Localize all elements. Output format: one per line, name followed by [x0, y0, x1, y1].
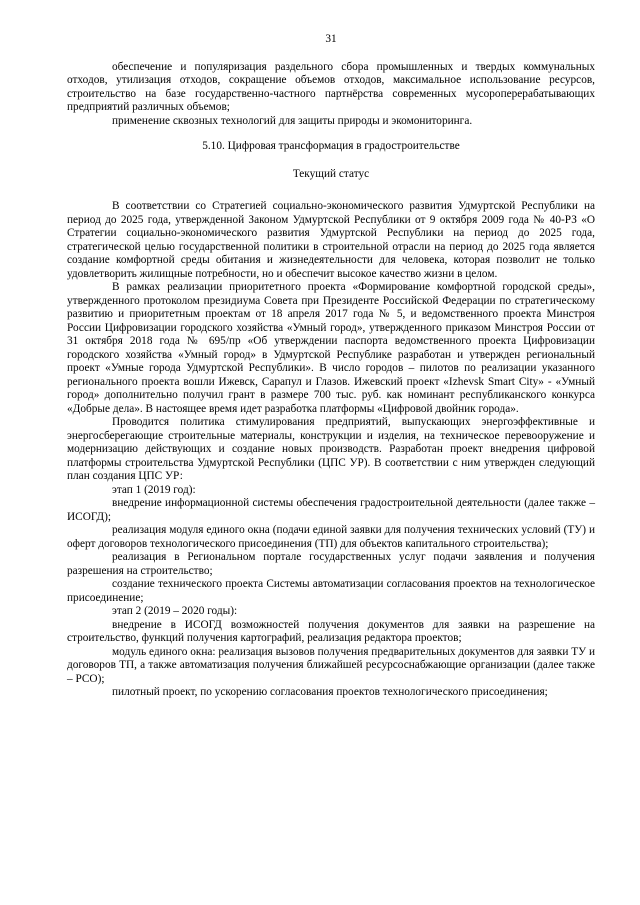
paragraph-top-2: применение сквозных технологий для защиты природы и экомониторинга.: [112, 114, 473, 127]
paragraph-top-1: обеспечение и популяризация раздельного сбора промышленных и твердых коммунальных отходов, утилизация отходов, сокращение объемов отходов, максимальное использование ресурсов, строительство на базе государственно-частного партнёрства современных мусороперерабатывающих предприятий различных объемов;: [67, 60, 595, 113]
list-item: пилотный проект, по ускорению согласования проектов технологического присоединения;: [112, 686, 548, 698]
list-item: создание технического проекта Системы автоматизации согласования проектов на технологическое присоединение;: [67, 578, 595, 604]
paragraph: В соответствии со Стратегией социально-экономического развития Удмуртской Республики на период до 2025 года, утвержденной Законом Удмуртской Республики от 9 октября 2009 года № 40-РЗ «О Стратегии социально-экономического развития Удмуртской Республики на период до 2025 года, стратегической целью государственной политики в строительной отрасли на период до 2025 года является создание комфортной среды обитания и жизнедеятельности для человека, которая позволит не только удовлетворить жилищные потребности, но и обеспечит высокое качество жизни в целом.: [67, 200, 595, 280]
subsection-title: Текущий статус: [292, 167, 370, 180]
page-number: 31: [325, 33, 337, 45]
list-item: модуль единого окна: реализация вызовов получения предварительных документов для заявки ТУ и договоров ТП, а также автоматизация получения ближайшей ресурсоснабжающие организации (далее также – РСО);: [67, 645, 595, 685]
paragraph: В рамках реализации приоритетного проекта «Формирование комфортной городской среды», утвержденного протоколом президиума Совета при Президенте Российской Федерации по стратегическому развитию и приоритетным проектам от 18 апреля 2017 года № 5, и ведомственного проекта Минстроя России Цифровизации городского хозяйства «Умный город», утвержденного приказом Минстроя России от 31 октября 2018 года № 695/пр «Об утверждении паспорта ведомственного проекта Цифровизации городского хозяйства «Умный город» в Удмуртской Республике разработан и утвержден региональный проект «Умные города Удмуртской Республики». В число городов – пилотов по реализации указанного регионального проекта вошли Ижевск, Сарапул и Глазов. Ижевский проект «Izhevsk Smart City» - «Умный город» дополнительно получил грант в размере 700 тыс. руб. как номинант республиканского конкурса «Добрые дела». В настоящее время идет разработка платформы «Цифровой двойник города».: [67, 281, 595, 415]
section-title: 5.10. Цифровая трансформация в градостроительстве: [202, 140, 460, 152]
list-item: этап 1 (2019 год):: [112, 483, 196, 496]
list-item: внедрение в ИСОГД возможностей получения документов для заявки на разрешение на строительство, функций получения картографий, реализация редактора проектов;: [67, 618, 595, 644]
list-item: этап 2 (2019 – 2020 годы):: [112, 605, 238, 617]
list-item: реализация модуля единого окна (подачи единой заявки для получения технических условий (ТУ) и оферт договоров технологического присоединения (ТП) для объектов капитального строительства);: [67, 524, 595, 550]
list-item: реализация в Региональном портале государственных услуг подачи заявления и получения разрешения на строительство;: [67, 551, 595, 577]
paragraph: Проводится политика стимулирования предприятий, выпускающих энергоэффективные и энергосберегающие строительные материалы, конструкции и изделия, на техническое перевооружение и модернизацию действующих и создание новых производств. Разработан проект внедрения цифровой платформы строительства Удмуртской Республики (ЦПС УР). В соответствии с ним утвержден следующий план создания ЦПС УР:: [67, 416, 595, 482]
list-item: внедрение информационной системы обеспечения градостроительной деятельности (далее также – ИСОГД);: [67, 497, 595, 523]
